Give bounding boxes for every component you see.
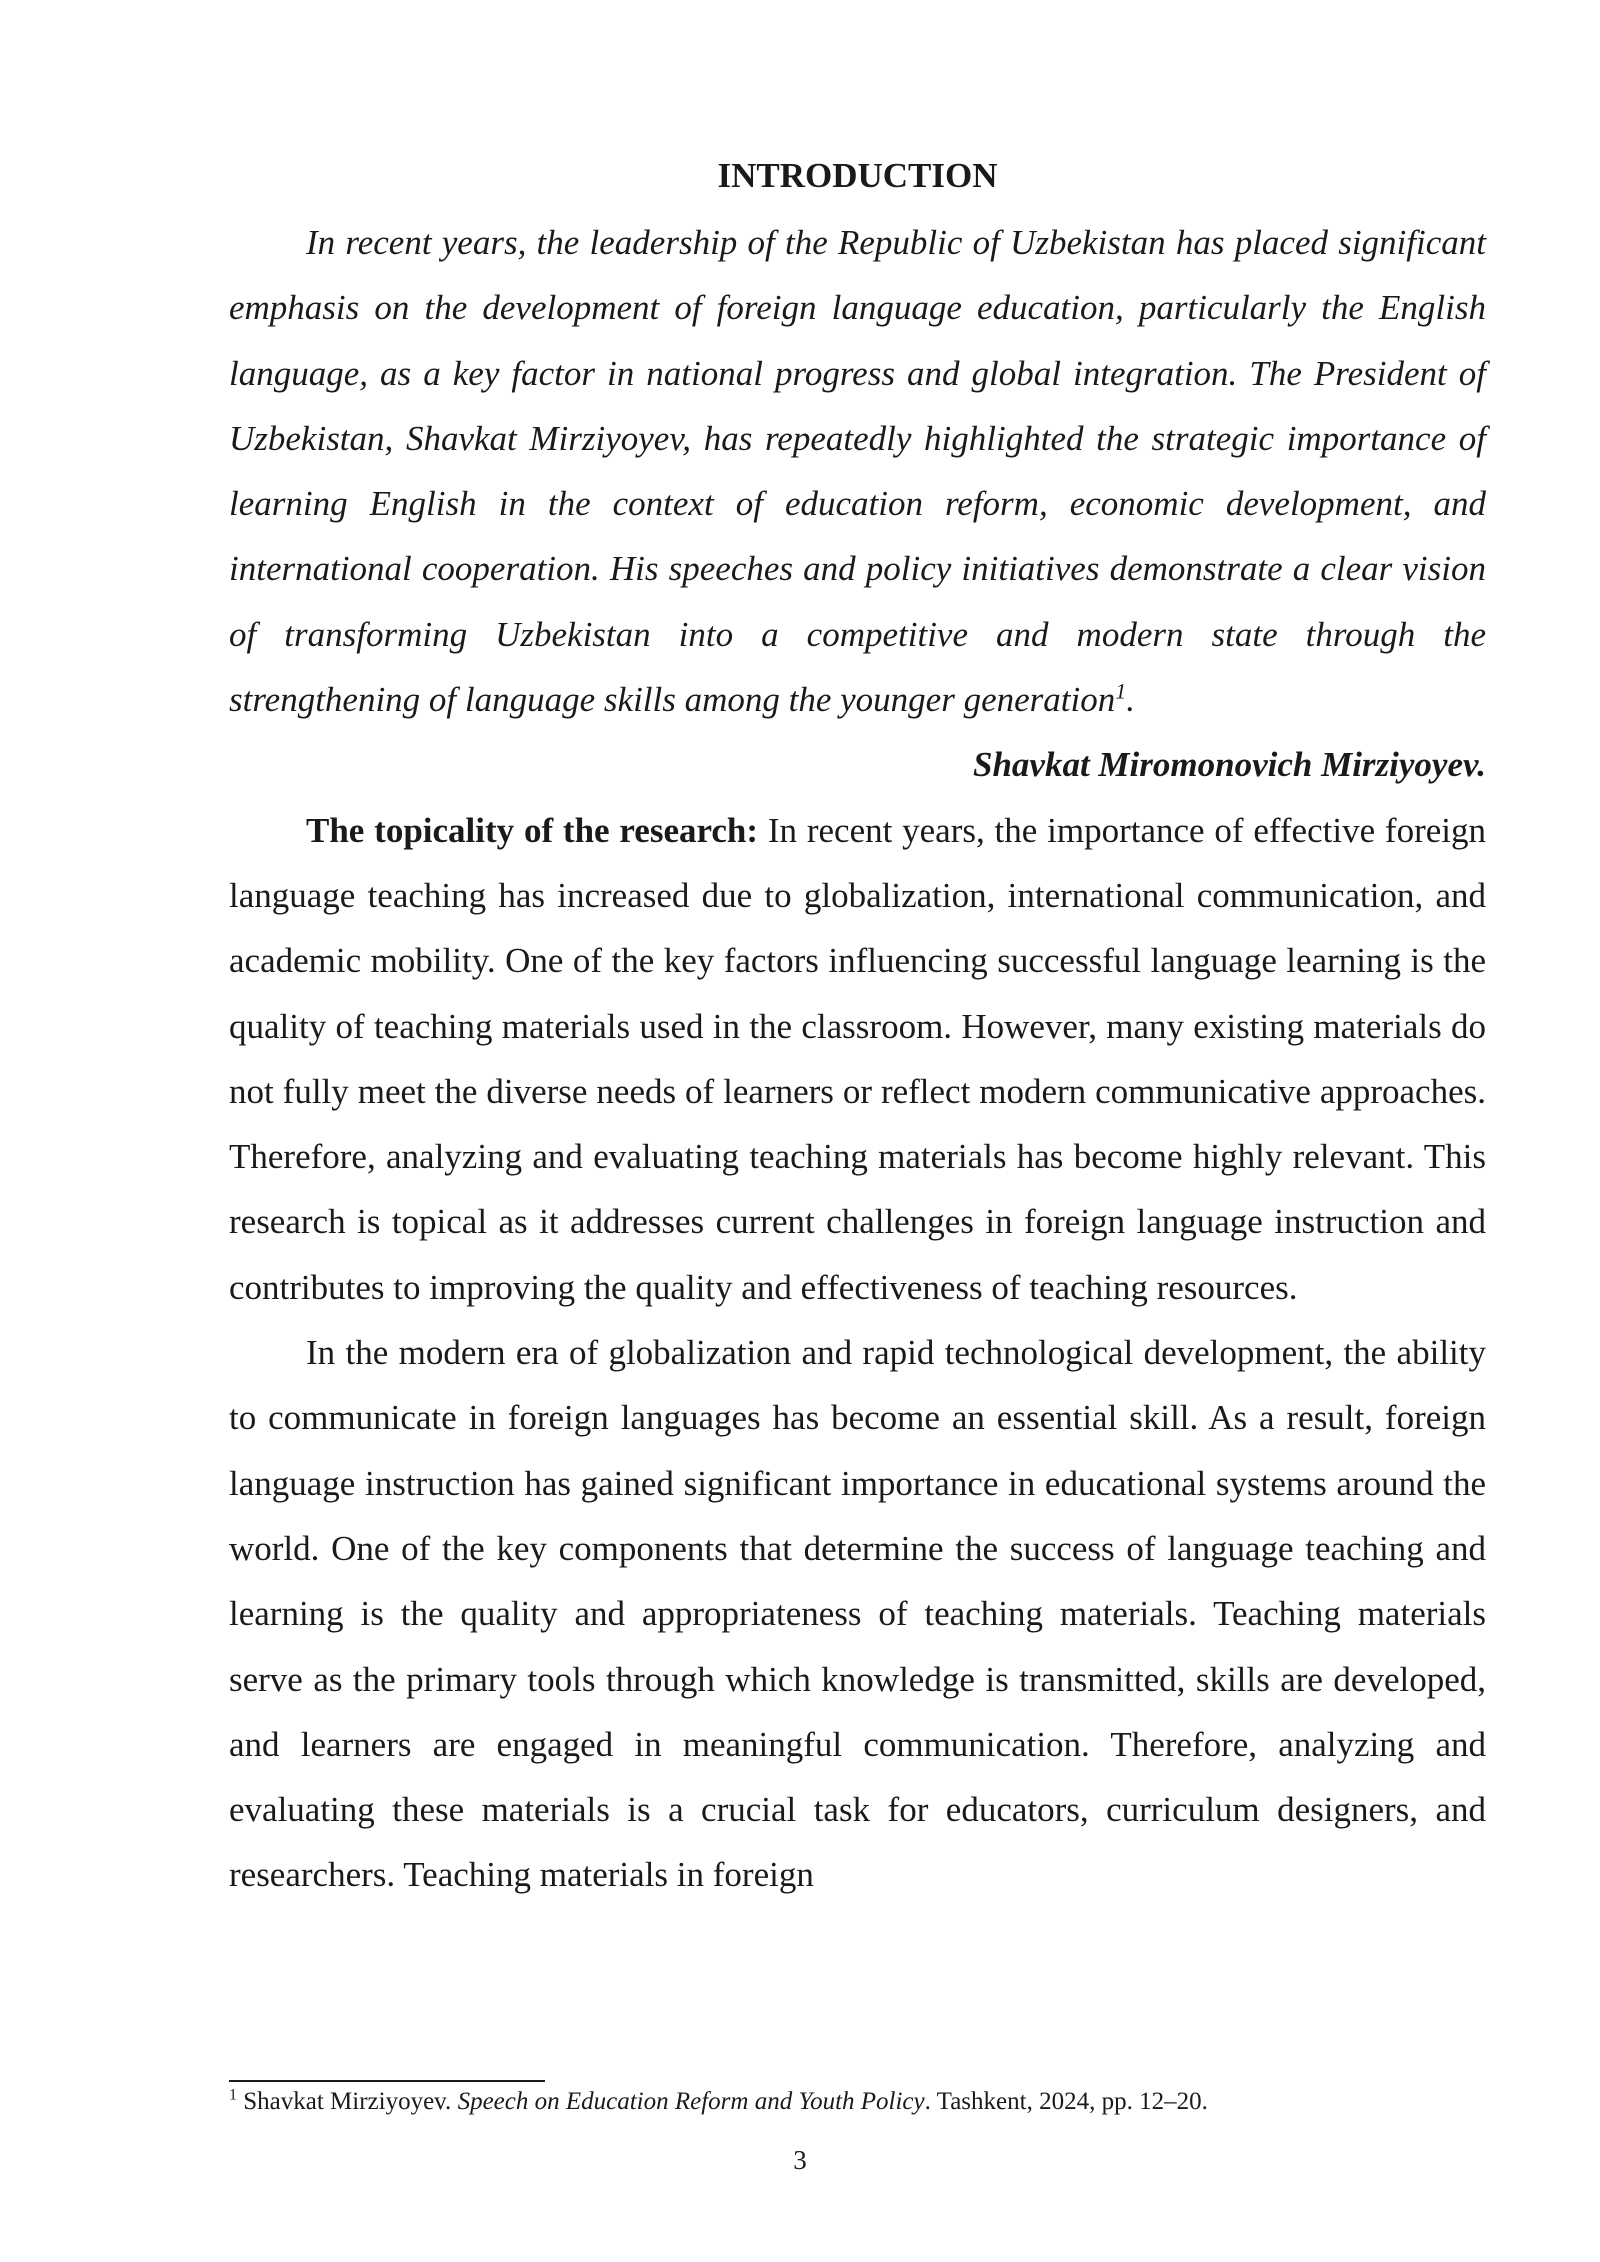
topicality-lead: The topicality of the research: [306, 810, 759, 850]
page-number: 3 [793, 2145, 807, 2175]
quote-end: . [1126, 680, 1135, 720]
body-paragraph: In the modern era of globalization and rapid technological development, the ability to communicate in foreign languages has become an essential skill. As a result, foreign language instruction has gained significant importance in educational systems around the world. One of the key components that determine the success of language teaching and learning is the quality and appropriateness of teaching materials. Teaching materials serve as the primary tools through which knowledge is transmitted, skills are developed, and learners are engaged in meaningful communication. Therefore, analyzing and evaluating these materials is a crucial task for educators, curriculum designers, and researchers. Teaching materials in foreign [229, 1333, 1486, 1895]
quote-author: Shavkat Miromonovich Mirziyoyev. [972, 745, 1486, 785]
document-page [229, 150, 1486, 1908]
section-heading: INTRODUCTION [717, 156, 998, 195]
footnote-rest: . Tashkent, 2024, pp. 12–20. [924, 2088, 1208, 2115]
topicality-paragraph [229, 798, 1486, 1320]
footnote-number: 1 [229, 2086, 237, 2104]
footnote [229, 2084, 1486, 2120]
presidential-quote-paragraph [229, 210, 1486, 732]
topicality-text: In recent years, the importance of effective foreign language teaching has increased due to globalization, international communication, and academic mobility. One of the key factors influencing successful language learning is the quality of teaching materials used in the classroom. However, many existing materials do not fully meet the diverse needs of learners or reflect modern communicative approaches. Therefore, analyzing and evaluating teaching materials has become highly relevant. This research is topical as it addresses current challenges in foreign language instruction and contributes to improving the quality and effectiveness of teaching resources. [229, 810, 1486, 1307]
footnote-title: Speech on Education Reform and Youth Policy [457, 2088, 925, 2115]
footnote-reference[interactable]: 1 [1115, 678, 1127, 704]
quote-text: In recent years, the leadership of the Republic of Uzbekistan has placed significant emphasis on the development of foreign language education, particularly the English language, as a key factor in national progress and global integration. The President of Uzbekistan, Shavkat Mirziyoyev, has repeatedly highlighted the strategic importance of learning English in the context of education reform, economic development, and international cooperation. His speeches and policy initiatives demonstrate a clear vision of transforming Uzbekistan into a competitive and modern state through the strengthening of language skills among the younger generation [229, 223, 1486, 720]
footnote-author: Shavkat Mirziyoyev. [237, 2088, 458, 2115]
footnote-separator [229, 2080, 545, 2082]
